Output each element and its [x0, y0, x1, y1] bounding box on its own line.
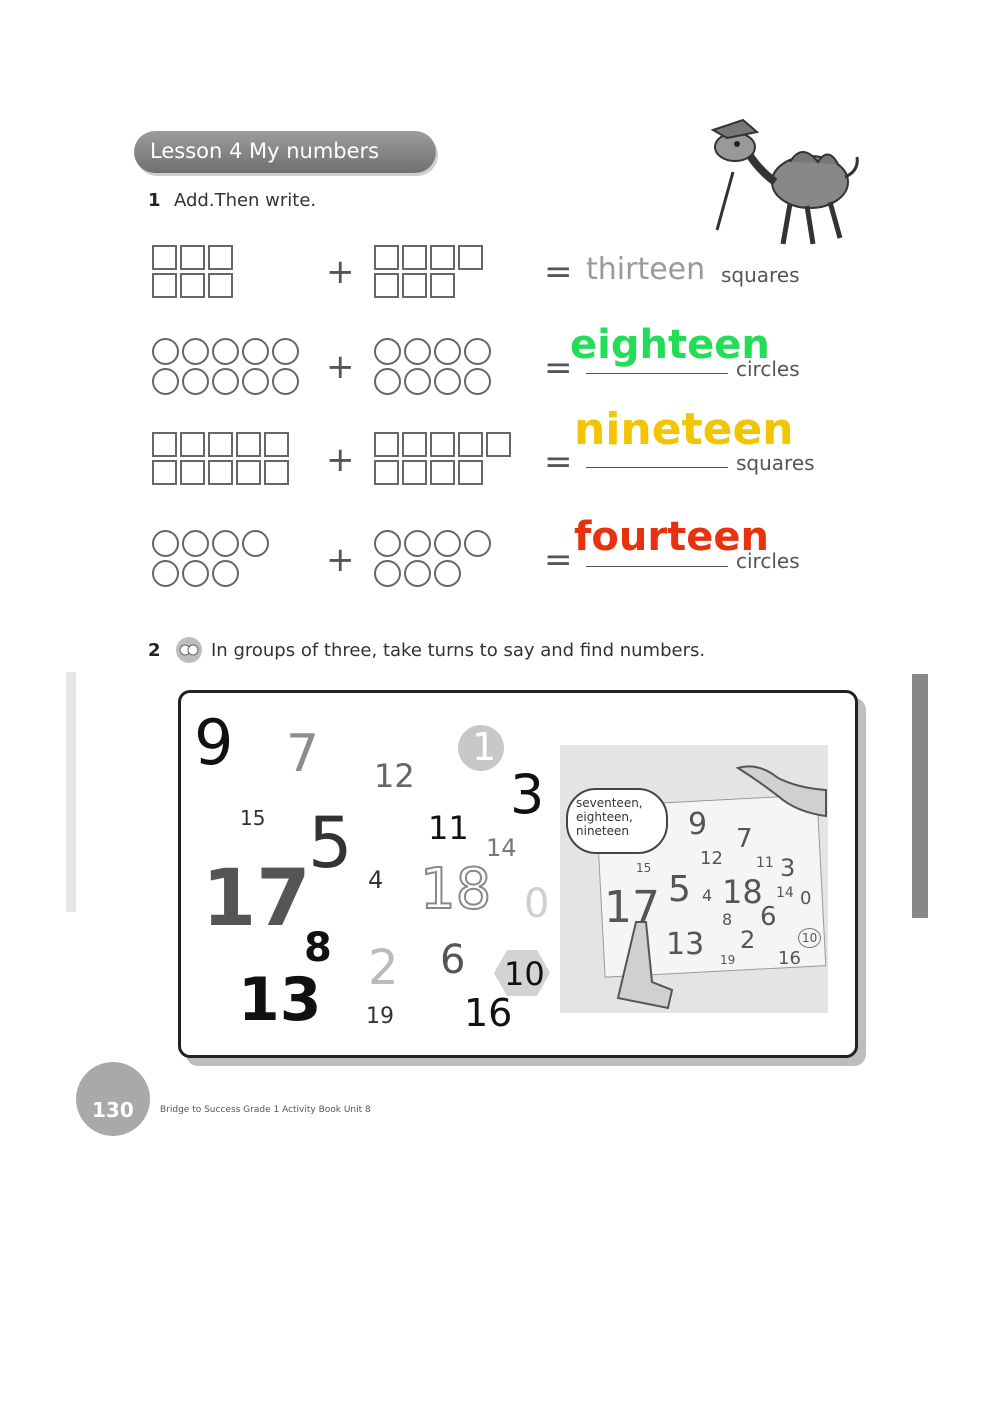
right-margin-bar	[912, 674, 928, 918]
row4-left-circles	[152, 530, 269, 587]
footer-book-text: Bridge to Success Grade 1 Activity Book Unit 8	[160, 1105, 371, 1115]
board-number: 5	[308, 802, 353, 884]
row2-answer-line	[586, 373, 728, 374]
exercise-1-instruction: Add.Then write.	[174, 190, 317, 211]
board-number: 10	[504, 955, 545, 993]
board-number: 11	[428, 809, 469, 847]
inset-number: 12	[700, 848, 723, 869]
row2-unit: circles	[736, 357, 800, 381]
inset-number: 0	[800, 888, 812, 909]
row4-right-circles	[374, 530, 491, 587]
speaking-icon	[174, 636, 204, 664]
inset-number: 5	[668, 869, 691, 910]
inset-number: 13	[666, 927, 705, 962]
row1-equals: =	[544, 252, 573, 292]
camel-icon	[695, 112, 860, 252]
row1-unit: squares	[721, 263, 800, 287]
row2-plus: +	[326, 347, 355, 387]
inset-number: 3	[780, 854, 796, 882]
row3-answer: nineteen	[574, 404, 794, 455]
row3-equals: =	[544, 442, 573, 482]
inset-number: 15	[636, 861, 652, 875]
row2-answer: eighteen	[570, 322, 770, 368]
row4-answer: fourteen	[574, 514, 769, 560]
board-number: 7	[286, 724, 320, 784]
board-number: 6	[440, 937, 466, 983]
row3-right-squares	[374, 432, 511, 485]
board-number: 3	[510, 763, 545, 826]
inset-number: 14	[776, 885, 794, 901]
board-number: 2	[368, 940, 399, 996]
inset-number: 19	[720, 953, 736, 967]
lesson-title: Lesson 4 My numbers	[150, 139, 380, 163]
row4-plus: +	[326, 540, 355, 580]
row4-equals: =	[544, 540, 573, 580]
board-number: 9	[194, 706, 234, 779]
inset-number: 17	[604, 882, 660, 933]
board-number: 8	[304, 925, 332, 971]
inset-number: 8	[722, 910, 733, 929]
hand-icon	[736, 758, 828, 818]
inset-number: 9	[688, 807, 708, 842]
row2-left-circles	[152, 338, 299, 395]
speech-bubble-text: seventeen, eighteen, nineteen	[576, 796, 643, 838]
row1-left-squares	[152, 245, 233, 298]
row3-plus: +	[326, 440, 355, 480]
board-number: 4	[368, 866, 384, 894]
row2-right-circles	[374, 338, 491, 395]
exercise-1-number: 1	[148, 190, 161, 211]
speech-bubble	[566, 788, 668, 854]
row3-answer-line	[586, 467, 728, 468]
inset-number: 4	[702, 886, 713, 905]
board-number: 19	[366, 1004, 394, 1029]
inset-number: 11	[756, 855, 774, 871]
inset-number: 16	[778, 948, 801, 969]
row2-equals: =	[544, 348, 573, 388]
board-number: 12	[374, 757, 415, 795]
page-number: 130	[92, 1098, 134, 1122]
inset-number: 18	[722, 873, 763, 911]
board-number: 14	[486, 834, 517, 862]
left-margin-bar	[66, 672, 76, 912]
board-number: 15	[240, 806, 266, 830]
board-number: 13	[238, 965, 322, 1035]
inset-number: 10	[798, 928, 821, 948]
exercise-2-instruction: In groups of three, take turns to say and find numbers.	[211, 640, 706, 661]
row1-right-squares	[374, 245, 483, 298]
row4-unit: circles	[736, 549, 800, 573]
exercise-2-number: 2	[148, 640, 161, 661]
row3-unit: squares	[736, 451, 815, 475]
board-number: 0	[524, 881, 550, 927]
row1-answer: thirteen	[586, 252, 706, 287]
board-number: 1	[472, 725, 497, 769]
inset-number: 6	[760, 902, 777, 932]
inset-number: 2	[740, 926, 756, 954]
row3-left-squares	[152, 432, 289, 485]
board-number: 16	[464, 991, 513, 1035]
lesson-title-pill	[134, 131, 436, 173]
row4-answer-line	[586, 566, 728, 567]
inset-number: 7	[736, 824, 753, 854]
row1-plus: +	[326, 252, 355, 292]
board-number: 17	[202, 854, 311, 944]
board-number: 18	[420, 857, 492, 922]
